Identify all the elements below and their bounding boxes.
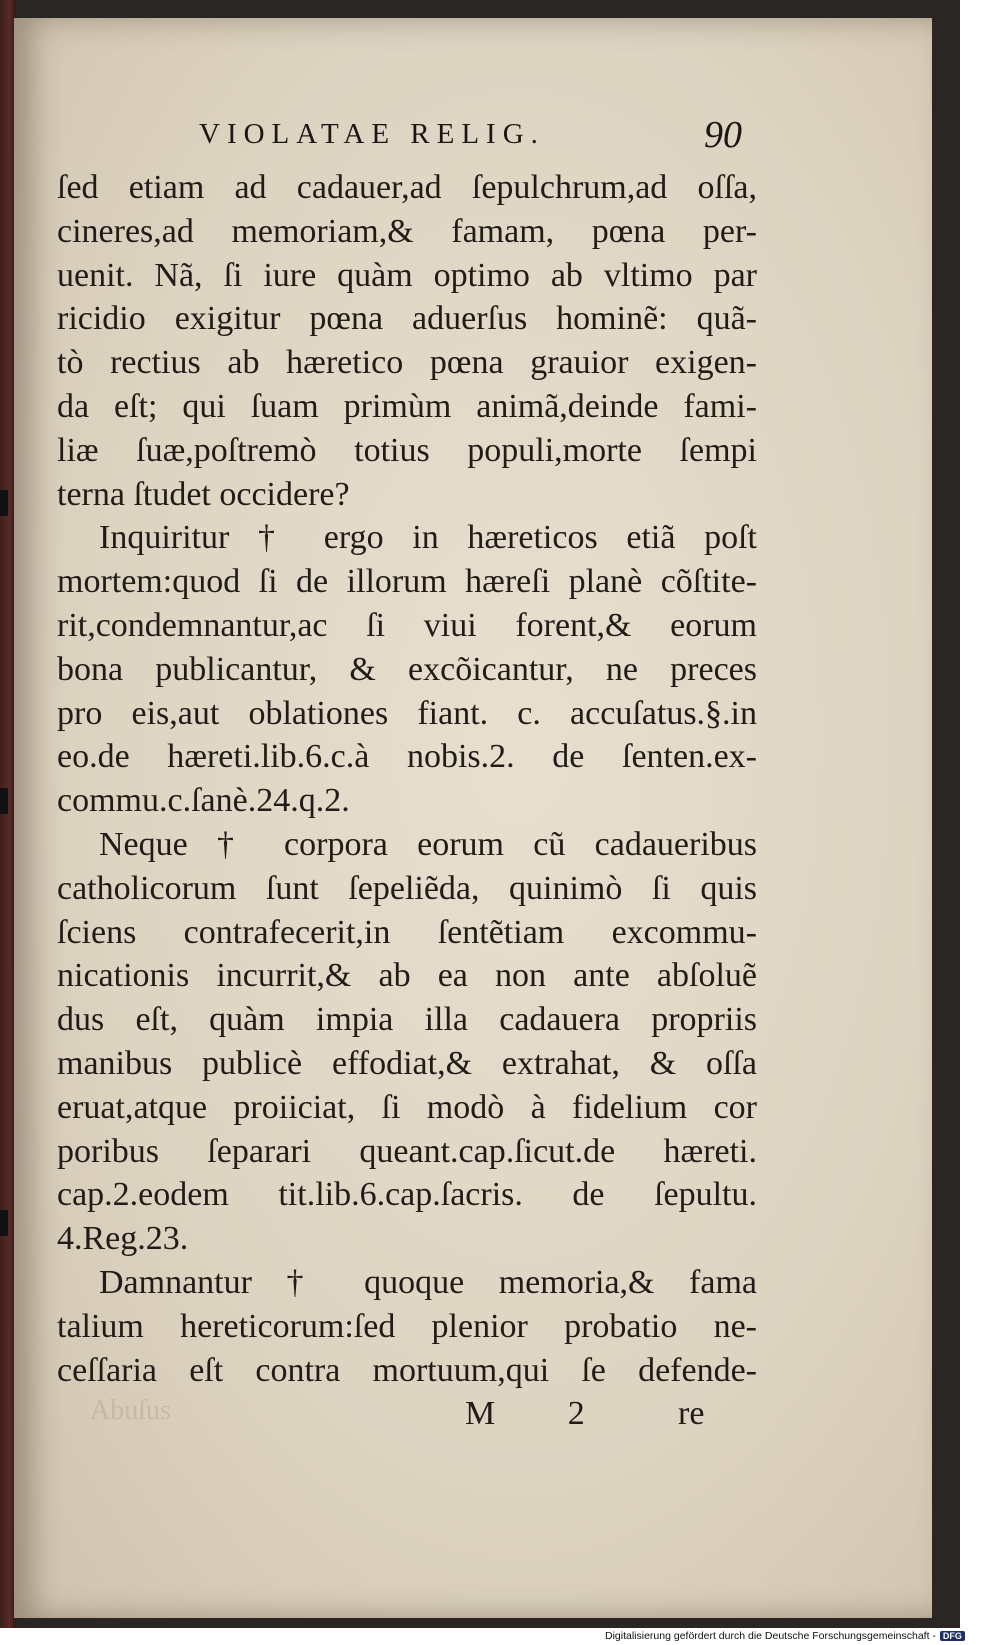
margin-marker [0,1210,8,1236]
text-line: ceſſaria eſt contra mortuum,qui ſe defende- [57,1351,757,1389]
book-page [14,18,932,1618]
text-line: tò rectius ab hæretico pœna grauior exigen- [57,344,757,382]
text-line: pro eis,aut oblationes fiant. c. accuſatus.§.in [57,694,757,732]
text-line: cap.2.eodem tit.lib.6.cap.ſacris. de ſepultu. [57,1176,757,1214]
margin-marker [0,788,8,814]
text-line: uenit. Nã, ſi iure quàm optimo ab vltimo par [57,256,757,294]
text-line: catholicorum ſunt ſepeliẽda, quinimò ſi quis [57,869,757,907]
show-through-text: Abuſus [90,1395,171,1426]
text-line: bona publicantur, & excõicantur, ne preces [57,650,757,688]
text-line: eo.de hæreti.lib.6.c.à nobis.2. de ſenten.ex- [57,738,757,776]
text-line: cineres,ad memoriam,& famam, pœna per- [57,212,757,250]
text-line: talium hereticorum:ſed plenior probatio ne- [57,1307,757,1345]
paragraph-start: Neque † corpora eorum cũ cadaueribus [99,825,757,863]
page-footer [90,1395,710,1439]
text-line: eruat,atque proiiciat, ſi modò à fidelium cor [57,1088,757,1126]
paragraph-start: Damnantur † quoque memoria,& fama [99,1263,757,1301]
text-line: terna ſtudet occidere? [57,475,350,513]
margin-marker [0,490,8,516]
text-line: ſed etiam ad cadauer,ad ſepulchrum,ad oſſa, [57,169,757,206]
dfg-logo: DFG [940,1631,965,1641]
body-text [57,166,757,1392]
text-line: ricidio exigitur pœna aduerſus hominẽ: quã- [57,300,757,338]
text-line: manibus publicè effodiat,& extrahat, & oſſa [57,1044,757,1082]
text-line: 4.Reg.23. [57,1220,189,1258]
text-line: da eſt; qui ſuam primùm animã,deinde fami- [57,387,757,425]
text-line: rit,condemnantur,ac ſi viui forent,& eorum [57,606,757,644]
text-line: nicationis incurrit,& ab ea non ante abſoluẽ [57,957,757,995]
text-line: mortem:quod ſi de illorum hæreſi planè cõſtite- [57,563,757,601]
text-line: commu.c.ſanè.24.q.2. [57,782,350,820]
text-line: liæ ſuæ,poſtremò totius populi,morte ſempi [57,431,757,469]
text-line: ſciens contrafecerit,in ſentẽtiam excommu- [57,913,757,951]
digitization-credit [605,1630,995,1645]
catchword: re [678,1395,705,1432]
signature-mark: M 2 [465,1395,617,1432]
running-head: VIOLATAE RELIG. [199,118,545,150]
paragraph-start: Inquiritur † ergo in hæreticos etiã poſt [99,519,757,557]
text-line: poribus ſeparari queant.cap.ſicut.de hæreti. [57,1132,757,1170]
page-number: 90 [704,114,742,156]
credit-text: Digitalisierung gefördert durch die Deutsche Forschungsgemeinschaft - [605,1630,936,1642]
text-line: dus eſt, quàm impia illa cadauera propriis [57,1001,757,1039]
